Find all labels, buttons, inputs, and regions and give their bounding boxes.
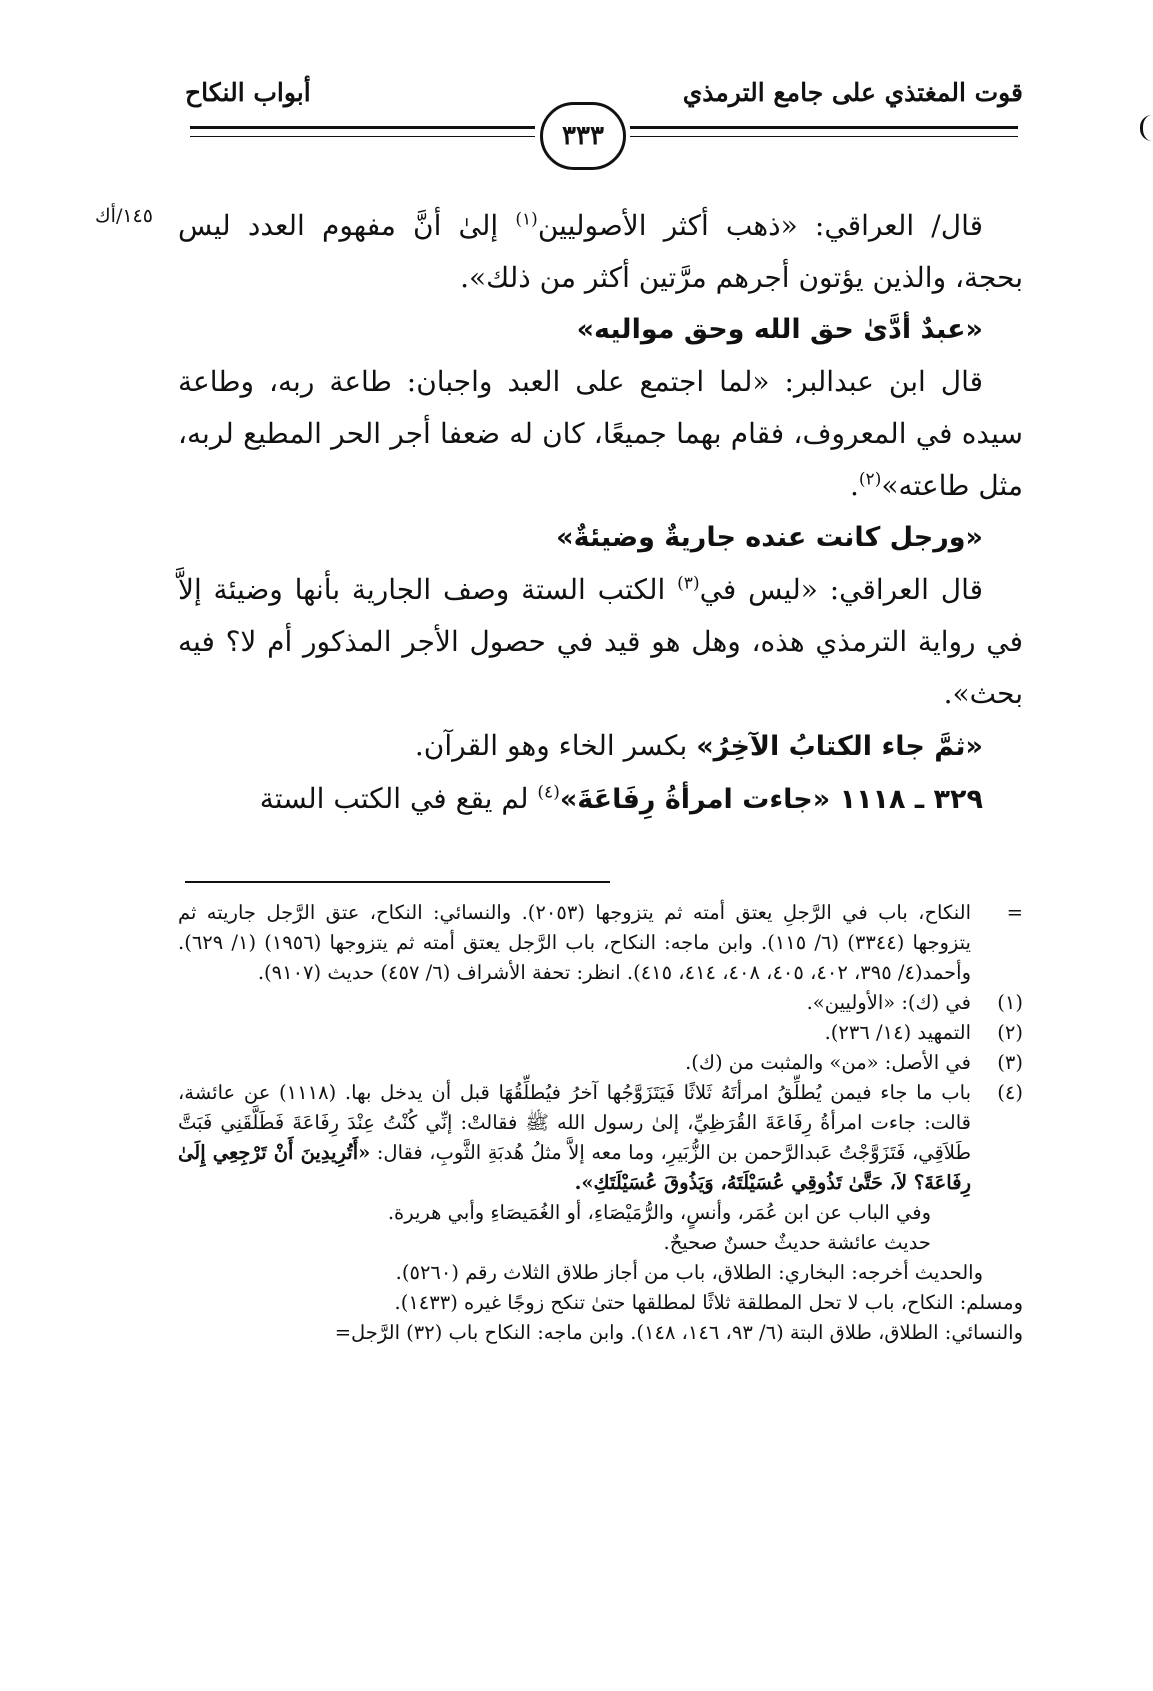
paragraph-hadith-329 (178, 773, 1023, 826)
main-text (178, 200, 1023, 826)
footnote-ref: (١) (515, 209, 538, 230)
continuation-mark: = (1006, 901, 1023, 924)
text-segment: باب ما جاء فيمن يُطلِّقُ امرأتَهُ ثَلاثًا فَيَتَزَوَّجُها آخرُ فيُطلِّقُهَا قبل أن يدخل بها. (١١١٨) عن عائشة، قالت: جاءت امرأةُ رِفَاعَةَ القُرَظِيِّ، إلىٰ رسول الله ﷺ فقالتْ: إنِّي كُنْتُ عِنْدَ رِفَاعَةَ فَطَلَّقَنِي فَبَتَّ طَلاَقِي، فَتَزَوَّجْتُ عَبدالرَّحمن بن الزُّبَيرِ، وما معه إلاَّ مثلُ هُدبَةِ الثَّوبِ، فقال: (178, 1081, 971, 1164)
text-segment: النكاح، باب في الرَّجلِ يعتق أمته ثم يتزوجها (٢٠٥٣). والنسائي: النكاح، عتق الرَّجل جاريته ثم يتزوجها (٣٣٤٤) (٦/ ١١٥). وابن ماجه: النكاح، باب الرَّجل يعتق أمته ثم يتزوجها (١٩٥٦) (١/ ٦٢٩). وأحمد(٤/ ٣٩٥، ٤٠٢، ٤٠٥، ٤٠٨، ٤١٤، ٤١٥). انظر: تحفة الأشراف (٦/ ٤٥٧) حديث (٩١٠٧). (178, 901, 971, 984)
text-segment: قال/ العراقي: «ذهب أكثر الأصوليين (537, 209, 983, 242)
footnote-ref: (٢) (858, 469, 882, 490)
text-segment: التمهيد (١٤/ ٢٣٦). (824, 1021, 971, 1044)
footnote-1 (178, 988, 1023, 1018)
footnote-ref: (٣) (677, 573, 700, 594)
footnote-4-takhrij-3: والنسائي: الطلاق، طلاق البتة (٦/ ٩٣، ١٤٦، ١٤٨). وابن ماجه: النكاح باب (٣٢) الرَّجل= (334, 1321, 1023, 1344)
footnote-number: (٢) (997, 1021, 1023, 1044)
text-segment: . (850, 469, 859, 502)
text-segment: لم يقع في الكتب الستة (259, 782, 538, 815)
paragraph-ibn-abdelbarr (178, 356, 1023, 512)
chapter-title: أبواب النكاح (185, 78, 311, 107)
bold-quote: «أَتُرِيدِينَ أَنْ تَرْجِعِي إِلَىٰ رِفَاعَةَ؟ لاَ، حَتَّىٰ تَذُوقِي عُسَيْلَتَهُ، وَيَذُوقَ عُسَيْلَتَكِ». (178, 1141, 971, 1194)
text-segment: بكسر الخاء وهو القرآن. (414, 729, 697, 762)
page-number: ٣٣٣ (540, 102, 626, 170)
heading-rajul: «ورجل كانت عنده جاريةٌ وضيئةٌ» (556, 522, 983, 553)
hadith-number-quote: ٣٢٩ ـ ١١١٨ «جاءت امرأةُ رِفَاعَةَ» (559, 784, 983, 815)
text-segment: قال ابن عبدالبر: «لما اجتمع على العبد واجبان: طاعة ربه، وطاعة سيده في المعروف، فقام بهما جميعًا، كان له ضعفا أجر الحر المطيع لربه، مثل طاعته» (178, 365, 1023, 502)
footnote-4-grade: حديث عائشة حديثٌ حسنٌ صحيحٌ. (663, 1231, 931, 1254)
text-segment: في الأصل: «من» والمثبت من (ك). (685, 1051, 971, 1074)
bold-quote: «ثمَّ جاء الكتابُ الآخِرُ» (696, 731, 983, 762)
footnote-ref: (٤) (537, 782, 560, 803)
footnote-3 (178, 1048, 1023, 1078)
manuscript-folio-note: ١٤٥/أك (95, 205, 153, 227)
text-segment: قال العراقي: «ليس في (699, 573, 983, 606)
footnote-4-bab: وفي الباب عن ابن عُمَر، وأنسٍ، والرُّمَيْصَاءِ، أو الغُمَيصَاءِ وأبي هريرة. (387, 1201, 931, 1224)
header-rule-left (190, 126, 535, 137)
footnote-4 (178, 1078, 1023, 1198)
edge-bracket-mark (1140, 115, 1153, 141)
footnote-separator (185, 881, 610, 883)
text-segment: في (ك): «الأوليين». (806, 991, 971, 1014)
footnote-2 (178, 1018, 1023, 1048)
footnote-number: (٤) (997, 1081, 1023, 1104)
footnote-number: (١) (997, 991, 1023, 1014)
footnote-number: (٣) (997, 1051, 1023, 1074)
footnote-4-takhrij-2: ومسلم: النكاح، باب لا تحل المطلقة ثلاثًا لمطلقها حتىٰ تنكح زوجًا غيره (١٤٣٣). (394, 1291, 1023, 1314)
footnote-4-takhrij-1: والحديث أخرجه: البخاري: الطلاق، باب من أجاز طلاق الثلاث رقم (٥٢٦٠). (395, 1261, 983, 1284)
header-rule-right (630, 126, 1018, 137)
paragraph-iraqi-1 (178, 200, 1023, 304)
footnote-continuation (178, 898, 1023, 988)
paragraph-iraqi-2 (178, 564, 1023, 720)
text-segment: الكتب الستة وصف الجارية بأنها وضيئة إلاَّ في رواية الترمذي هذه، وهل هو قيد في حصول الأجر المذكور أم لا؟ فيه بحث». (178, 573, 1023, 710)
running-title: قوت المغتذي على جامع الترمذي (682, 78, 1023, 107)
footnotes (178, 898, 1023, 1348)
paragraph-kitab (178, 720, 1023, 773)
heading-abd: «عبدٌ أدَّىٰ حق الله وحق مواليه» (576, 314, 983, 345)
text-segment: إلىٰ أنَّ مفهوم العدد ليس بحجة، والذين يؤتون أجرهم مرَّتين أكثر من ذلك». (178, 209, 1023, 294)
